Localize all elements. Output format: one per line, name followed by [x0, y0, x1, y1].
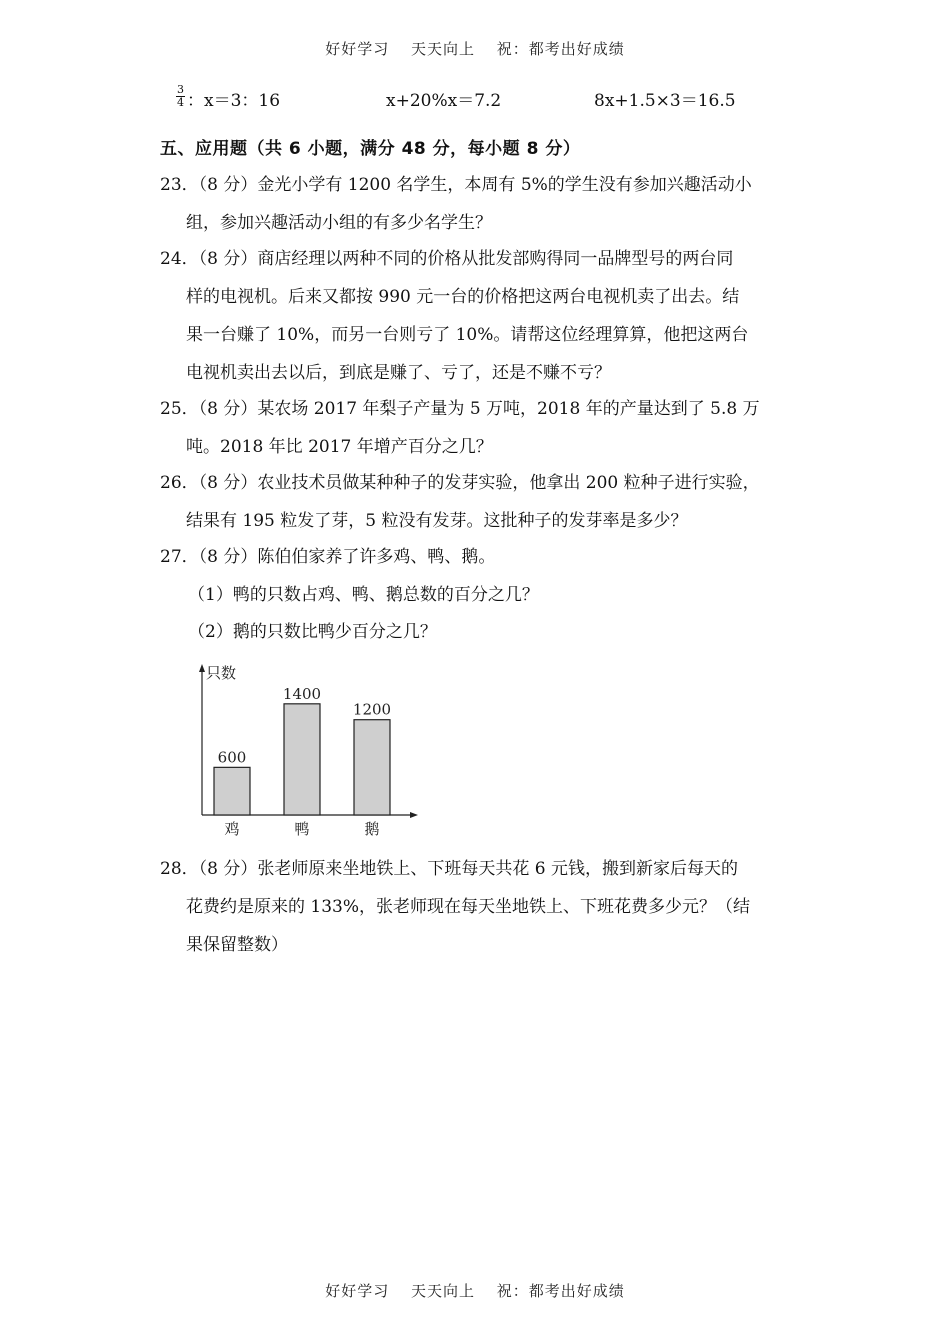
footer-slogan-2: 天天向上 — [410, 1282, 475, 1300]
question-number: 24． — [160, 249, 199, 269]
question-line: 电视机卖出去以后，到底是赚了、亏了，还是不赚不亏？ — [186, 363, 611, 383]
question-line: （8 分）陈伯伯家养了许多鸡、鸭、鹅。 — [198, 547, 496, 567]
question-27 — [160, 538, 792, 576]
header-slogan-1: 好好学习 — [325, 40, 390, 58]
question-number: 26． — [160, 473, 199, 493]
bar-3 — [354, 720, 390, 815]
bar-chart — [180, 660, 420, 840]
x-axis-arrow — [410, 812, 418, 818]
x-tick-label-3: 鹅 — [364, 820, 380, 838]
question-line: 花费约是原来的 133%，张老师现在每天坐地铁上、下班花费多少元？（结 — [186, 897, 751, 917]
footer-slogan-3: 祝：都考出好成绩 — [496, 1282, 625, 1300]
question-line: 吨。2018 年比 2017 年增产百分之几？ — [186, 437, 493, 457]
equation-row — [0, 84, 950, 120]
question-28 — [160, 850, 792, 964]
question-line: （8 分）某农场 2017 年梨子产量为 5 万吨，2018 年的产量达到了 5.8 万 — [198, 399, 760, 419]
header-slogan-2: 天天向上 — [410, 40, 475, 58]
bar-1 — [214, 767, 250, 815]
header-slogan-3: 祝：都考出好成绩 — [496, 40, 625, 58]
equation-2: x+20%x＝7.2 — [386, 91, 502, 111]
question-26 — [160, 464, 792, 540]
question-25 — [160, 390, 792, 466]
question-line: 果保留整数） — [186, 935, 288, 955]
equation-1 — [176, 84, 280, 109]
bar-chart-svg — [180, 660, 420, 840]
question-number: 25． — [160, 399, 199, 419]
question-line: 结果有 195 粒发了芽，5 粒没有发芽。这批种子的发芽率是多少？ — [186, 511, 688, 531]
section-title: 五、应用题（共 6 小题，满分 48 分，每小题 8 分） — [160, 139, 581, 159]
y-axis-arrow — [199, 664, 205, 672]
page-header — [0, 38, 950, 59]
fraction — [176, 84, 185, 109]
bars-group — [214, 685, 391, 838]
sub-question-2: （2）鹅的只数比鸭少百分之几？ — [188, 622, 437, 642]
question-line: 果一台赚了 10%，而另一台则亏了 10%。请帮这位经理算算，他把这两台 — [186, 325, 749, 345]
question-line: （8 分）金光小学有 1200 名学生，本周有 5%的学生没有参加兴趣活动小 — [198, 175, 752, 195]
page-footer — [0, 1280, 950, 1301]
question-line: （8 分）张老师原来坐地铁上、下班每天共花 6 元钱，搬到新家后每天的 — [198, 859, 738, 879]
fraction-numerator: 3 — [177, 83, 184, 96]
question-line: （8 分）农业技术员做某种种子的发芽实验，他拿出 200 粒种子进行实验， — [198, 473, 760, 493]
question-24 — [160, 240, 792, 392]
x-tick-label-1: 鸡 — [224, 820, 240, 838]
question-line: 样的电视机。后来又都按 990 元一台的价格把这两台电视机卖了出去。结 — [186, 287, 740, 307]
question-number: 28． — [160, 859, 199, 879]
question-number: 27． — [160, 547, 199, 567]
bar-value-label-3: 1200 — [352, 700, 392, 719]
bar-2 — [284, 704, 320, 815]
x-tick-label-2: 鸭 — [294, 820, 310, 838]
y-axis-label: 只数 — [206, 664, 237, 682]
question-number: 23． — [160, 175, 199, 195]
question-23 — [160, 166, 792, 242]
bar-value-label-1: 600 — [217, 748, 247, 767]
bar-value-label-2: 1400 — [282, 684, 322, 703]
equation-1-rest: ：x＝3：16 — [187, 91, 281, 111]
equation-3: 8x+1.5×3＝16.5 — [594, 91, 736, 111]
fraction-denominator: 4 — [177, 96, 184, 109]
footer-slogan-1: 好好学习 — [325, 1282, 390, 1300]
question-line: （8 分）商店经理以两种不同的价格从批发部购得同一品牌型号的两台同 — [198, 249, 734, 269]
sub-question-1: （1）鸭的只数占鸡、鸭、鹅总数的百分之几？ — [188, 585, 539, 605]
question-line: 组，参加兴趣活动小组的有多少名学生？ — [186, 213, 492, 233]
